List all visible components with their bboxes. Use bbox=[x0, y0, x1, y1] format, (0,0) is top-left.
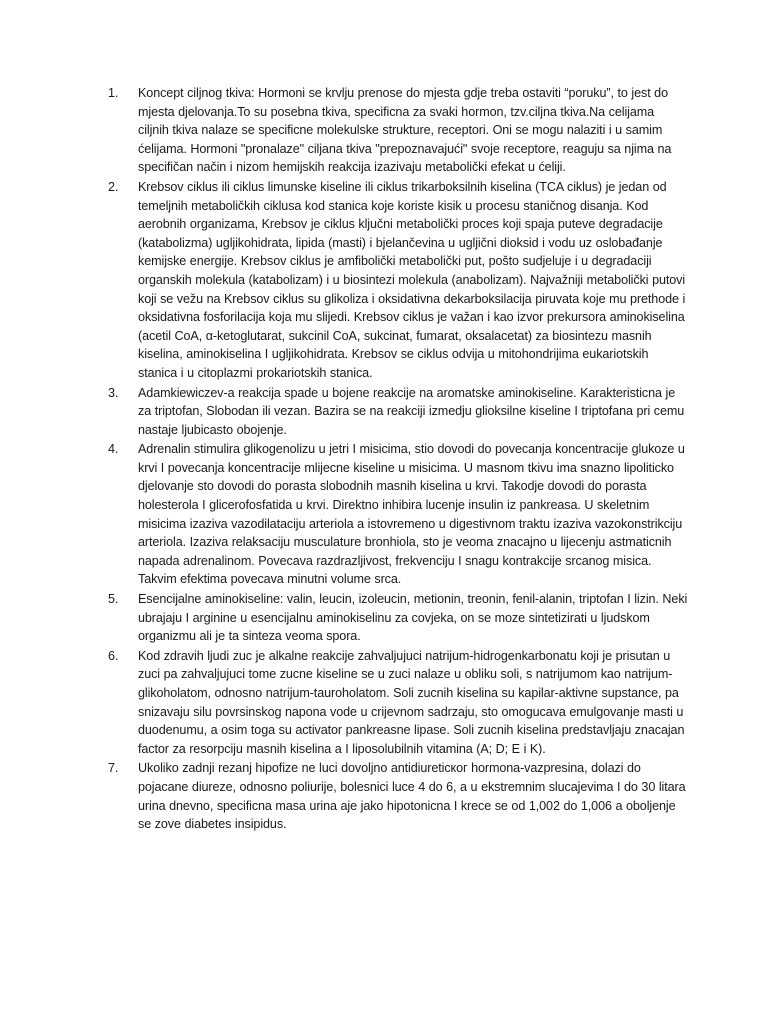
list-item bbox=[108, 440, 688, 589]
list-item-number: 2. bbox=[108, 179, 119, 194]
list-item-number: 5. bbox=[108, 592, 119, 607]
list-item-text: Koncept ciljnog tkiva: Hormoni se krvlju prenose do mjesta gdje treba ostaviti “poruku”, to jest do mjesta djelovanja.To su posebna tkiva, specificna za svaki hormon, tzv.ciljna tkiva.Na celijama ciljnih tkiva nalaze se specificne molekulske strukture, receptori. Oni se mogu nalaziti i u samim ćelijama. Hormoni "pronalaze" ciljana tkiva "prepoznavajući" svoje receptore, reaguju sa njima na specifičan način i nizom hemijskih reakcija izazivaju metabolički efekat u ćeliji. bbox=[138, 86, 672, 175]
list-item-text: Krebsov ciklus ili ciklus limunske kiseline ili ciklus trikarboksilnih kiselina (TCA ciklus) je jedan od temeljnih metaboličkih ciklusa kod stanica koje koriste kisik u procesu staničnog disanja. Kod aerobnih organizama, Krebsov je ciklus ključni metabolički proces koji spaja puteve degradacije (katabolizma) ugljikohidrata, lipida (masti) i bjelančevina u ugljični dioksid i vodu uz oslobađanje kemijske energije. Krebsov ciklus je amfibolički metabolički put, pošto sudjeluje i u degradaciji organskih molekula (katabolizam) i u biosintezi molekula (anabolizam). Najvažniji metabolički putovi koji se vežu na Krebsov ciklus su glikoliza i oksidativna dekarboksilacija piruvata koje mu prethode i oksidativna fosforilacija koja mu slijedi. Krebsov ciklus je važan i kao izvor prekursora aminokiselina (acetil CoA, α-ketoglutarat, sukcinil CoA, sukcinat, fumarat, oksalacetat) za biosintezu masnih kiselina, aminokiselina I ugljikohidrata. Krebsov se ciklus odvija u mitohondrijima eukariotskih stanica i u citoplazmi prokariotskih stanica. bbox=[138, 179, 686, 380]
list-item bbox=[108, 84, 688, 177]
list-item-text: Adamkiewiczev-a reakcija spade u bojene reakcije na aromatske aminokiseline. Karakteristicna je za triptofan, Slobodan ili vezan. Bazira se na reakciji izmedju glioksilne kiseline I triptofana pri cemu nastaje ljubicasto obojenje. bbox=[138, 385, 685, 437]
list-item-number: 4. bbox=[108, 442, 119, 457]
numbered-list bbox=[108, 84, 688, 834]
list-item bbox=[108, 647, 688, 759]
list-item-number: 3. bbox=[108, 385, 119, 400]
list-item-text: Kod zdravih ljudi zuc je alkalne reakcije zahvaljujuci natrijum-hidrogenkarbonatu koji je prisutan u zuci pa zahvaljujuci tome zucne kiseline se u zuci nalaze u obliku soli, s natrijumom kao natrijum-glikoholatom, odnosno natrijum-tauroholatom. Soli zucnih kiselina su kapilar-aktivne supstance, pa snizavaju silu povrsinskog napona vode u crijevnom sadrzaju, sto omogucava emulgovanje masti u duodenumu, a osim toga su activator pankreasne lipase. Soli zucnih kiselina predstavljaju znacajan factor za resorpciju masnih kiselina a I liposolubilnih vitamina (A; D; E i K). bbox=[138, 648, 685, 756]
list-item-number: 7. bbox=[108, 761, 119, 776]
list-item bbox=[108, 178, 688, 383]
list-item-number: 6. bbox=[108, 648, 119, 663]
list-item-text: Ukoliko zadnji rezanj hipofize ne luci dovoljno antidiureticког hormona-vazpresina, dolazi do pojacane diureze, odnosno poliurije, bolesnici luce 4 do 6, a u ekstremnim slucajevima I do 30 litara urina dnevno, specificna masa urina aje jako hipotonicna I krece se od 1,002 do 1,006 a oboljenje se zove diabetes insipidus. bbox=[138, 761, 686, 832]
list-item bbox=[108, 590, 688, 646]
list-item-number: 1. bbox=[108, 86, 119, 100]
list-item-text: Esencijalne aminokiseline: valin, leucin, izoleucin, metionin, treonin, fenil-alanin, triptofan I lizin. Neki ubrajaju I arginine u esencijalnu aminokiselinu za covjeka, on se moze sintetizirati u ljudskom organizmu ali je ta sinteza veoma spora. bbox=[138, 592, 688, 644]
list-item bbox=[108, 759, 688, 833]
list-item bbox=[108, 384, 688, 440]
list-item-text: Adrenalin stimulira glikogenolizu u jetri I misicima, stio dovodi do povecanja koncentracije glukoze u krvi I povecanja koncentracije mlijecne kiseline u misicima. U masnom tkivu ima snazno lipoliticko djelovanje sto dovodi do porasta slobodnih masnih kiselina u krvi. Takodje dovodi do porasta holesterola I glicerofosfatida u krvi. Direktno inhibira lucenje insulin iz pankreasa. U skeletnim misicima izaziva vazodilataciju arteriola a istovremeno u digestivnom traktu izaziva vazokonstrikciju arteriola. Izaziva relaksaciju musculature bronhiola, sto je veoma znacajno u lijecenju astmaticnih napada adrenalinom. Povecava razdrazljivost, frekvenciju I snagu kontrakcije srcanog misica. Takvim efektima povecava minutni volume srca. bbox=[138, 442, 685, 587]
